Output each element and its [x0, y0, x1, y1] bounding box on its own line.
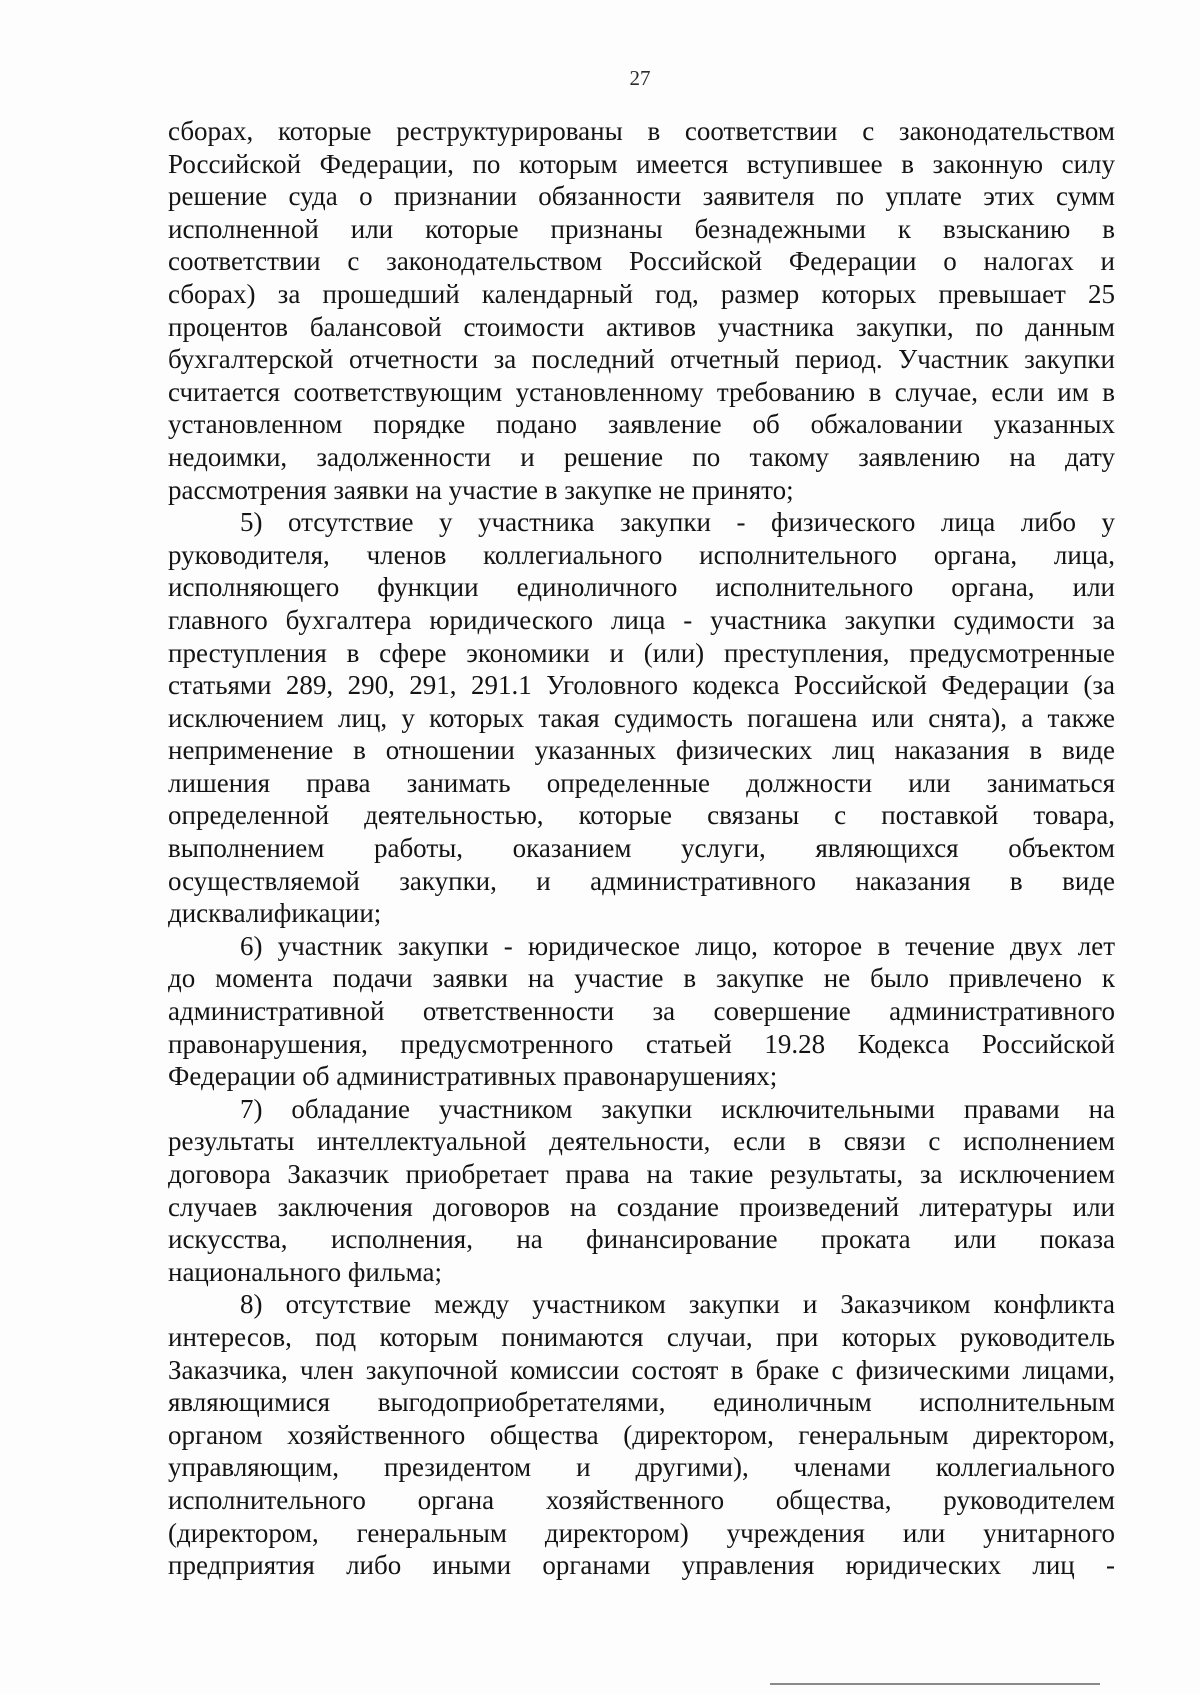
text-line: бухгалтерской отчетности за последний отчетный период. Участник закупки	[168, 344, 1115, 375]
text-line: национального фильма;	[168, 1256, 443, 1287]
text-line: (директором, генеральным директором) учреждения или унитарного	[168, 1517, 1115, 1548]
list-item-8-first-line: 8) отсутствие между участником закупки и Заказчиком конфликта	[240, 1289, 1115, 1320]
text-line: решение суда о признании обязанности заявителя по уплате этих сумм	[168, 181, 1115, 212]
text-line: установленном порядке подано заявление об обжаловании указанных	[168, 409, 1115, 440]
text-line: статьями 289, 290, 291, 291.1 Уголовного кодекса Российской Федерации (за	[168, 670, 1115, 701]
list-item-5-first-line: 5) отсутствие у участника закупки - физического лица либо у	[240, 507, 1115, 538]
text-line: искусства, исполнения, на финансирование проката или показа	[168, 1224, 1115, 1255]
text-line: рассмотрения заявки на участие в закупке не принято;	[168, 474, 794, 505]
text-line: соответствии с законодательством Российской Федерации о налогах и	[168, 246, 1115, 277]
text-line: неприменение в отношении указанных физических лиц наказания в виде	[168, 735, 1115, 766]
text-line: исполняющего функции единоличного исполнительного органа, или	[168, 572, 1115, 603]
text-line: исполнительного органа хозяйственного общества, руководителем	[168, 1484, 1115, 1515]
document-body	[168, 115, 1115, 1582]
page-number: 27	[629, 66, 651, 90]
text-line: преступления в сфере экономики и (или) преступления, предусмотренные	[168, 637, 1115, 668]
text-line: дисквалификации;	[168, 898, 382, 929]
text-line: считается соответствующим установленному требованию в случае, если им в	[168, 376, 1115, 407]
text-line: исключением лиц, у которых такая судимость погашена или снята), а также	[168, 702, 1115, 733]
text-line: процентов балансовой стоимости активов участника закупки, по данным	[168, 311, 1115, 342]
text-line: предприятия либо иными органами управления юридических лиц -	[168, 1550, 1115, 1581]
text-line: определенной деятельностью, которые связаны с поставкой товара,	[168, 800, 1115, 831]
footer-divider	[770, 1683, 1100, 1685]
text-line: управляющим, президентом и другими), членами коллегиального	[168, 1452, 1115, 1483]
text-line: Федерации об административных правонарушениях;	[168, 1061, 778, 1092]
text-line: главного бухгалтера юридического лица - участника закупки судимости за	[168, 604, 1115, 635]
text-line: осуществляемой закупки, и административного наказания в виде	[168, 865, 1115, 896]
text-line: договора Заказчик приобретает права на такие результаты, за исключением	[168, 1159, 1115, 1189]
text-line: результаты интеллектуальной деятельности, если в связи с исполнением	[168, 1126, 1115, 1157]
text-line: сборах, которые реструктурированы в соответствии с законодательством	[168, 116, 1115, 146]
text-line: случаев заключения договоров на создание произведений литературы или	[168, 1191, 1115, 1222]
text-line: руководителя, членов коллегиального исполнительного органа, лица,	[168, 539, 1115, 570]
text-line: административной ответственности за совершение административного	[168, 996, 1115, 1027]
text-line: исполненной или которые признаны безнадежными к взысканию в	[168, 213, 1115, 244]
text-line: до момента подачи заявки на участие в закупке не было привлечено к	[168, 963, 1115, 994]
text-line: недоимки, задолженности и решение по такому заявлению на дату	[168, 441, 1115, 472]
text-line: Заказчика, член закупочной комиссии состоят в браке с физическими лицами,	[168, 1354, 1115, 1385]
list-item-6-first-line: 6) участник закупки - юридическое лицо, которое в течение двух лет	[240, 930, 1115, 961]
text-line: интересов, под которым понимаются случаи, при которых руководитель	[168, 1321, 1115, 1352]
text-line: сборах) за прошедший календарный год, размер которых превышает 25	[168, 278, 1115, 309]
text-line: лишения права занимать определенные должности или заниматься	[168, 767, 1115, 798]
text-line: органом хозяйственного общества (директором, генеральным директором,	[168, 1419, 1115, 1450]
list-item-7-first-line: 7) обладание участником закупки исключительными правами на	[240, 1093, 1115, 1124]
text-line: выполнением работы, оказанием услуги, являющихся объектом	[168, 833, 1115, 864]
text-line: правонарушения, предусмотренного статьей 19.28 Кодекса Российской	[168, 1028, 1115, 1059]
text-line: Российской Федерации, по которым имеется вступившее в законную силу	[168, 148, 1115, 179]
text-line: являющимися выгодоприобретателями, единоличным исполнительным	[168, 1387, 1115, 1418]
